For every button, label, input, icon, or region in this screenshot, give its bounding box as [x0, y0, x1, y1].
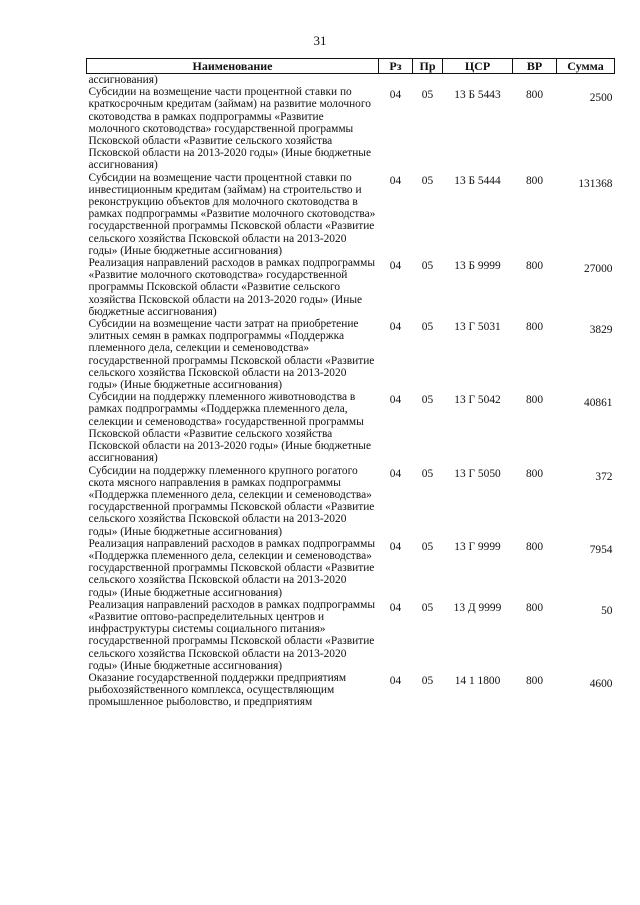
row-name: Реализация направлений расходов в рамках подпрограммы «Поддержка племенного дела, селекции и семеноводства» государственной программы Псковской области «Развитие сельского хозяйства Псковской области на 2013-2020 годы» (Иные бюджетные ассигнования): [88, 537, 375, 599]
row-sum: 7954: [589, 543, 613, 556]
row-pr: 05: [421, 260, 434, 273]
row-name: Реализация направлений расходов в рамках подпрограммы «Развитие молочного скотоводства» государственной программы Псковской области «Развитие сельского хозяйства Псковской области на 2013-2020 годы» (Иные бюджетные ассигнования): [88, 257, 375, 318]
row-sum: 131368: [578, 177, 613, 190]
row-csr: 13 Б 5443: [454, 89, 501, 102]
row-rz: 04: [389, 321, 402, 334]
row-rz: 04: [389, 394, 402, 407]
row-vr: [513, 74, 557, 87]
row-rz: 04: [389, 89, 402, 102]
row-rz: 04: [389, 467, 402, 480]
row-name: Субсидии на поддержку племенного животноводства в рамках подпрограммы «Поддержка племенного дела, селекции и семеноводства» государственной программы Псковской области «Развитие сельского хозяйства Псковской области на 2013-2020 годы» (Иные бюджетные ассигнования): [88, 391, 372, 465]
row-pr: [413, 74, 443, 87]
row-csr: 13 Г 5050: [454, 467, 501, 480]
table-row: [87, 86, 615, 171]
row-rz: 04: [389, 601, 402, 614]
row-name: ассигнования): [88, 74, 158, 86]
table-row: [87, 257, 615, 318]
row-csr: 13 Д 9999: [453, 601, 502, 614]
header-sum: Сумма: [557, 59, 615, 74]
budget-table: [86, 58, 615, 709]
row-vr: 800: [525, 89, 544, 102]
row-pr: 05: [421, 321, 434, 334]
row-rz: 04: [389, 540, 402, 553]
table-row: [87, 391, 615, 464]
row-name: Субсидии на поддержку племенного крупного рогатого скота мясного направления в рамках подпрограммы «Поддержка племенного дела, селекции и семеноводства» государственной программы Псковской области «Развитие сельского хозяйства Псковской области на 2013-2020 годы» (Иные бюджетные ассигнования): [88, 464, 375, 538]
row-csr: 13 Г 5031: [454, 321, 501, 334]
row-sum: [557, 74, 615, 87]
row-csr: 13 Г 5042: [454, 394, 501, 407]
row-pr: 05: [421, 394, 434, 407]
row-vr: 800: [525, 174, 544, 187]
table-row: [87, 74, 615, 87]
row-vr: 800: [525, 467, 544, 480]
row-vr: 800: [525, 674, 544, 687]
row-csr: [443, 74, 513, 87]
table-row: [87, 465, 615, 538]
row-sum: 2500: [589, 92, 613, 105]
row-vr: 800: [525, 260, 544, 273]
row-sum: 4600: [589, 677, 613, 690]
table-header-row: [87, 59, 615, 74]
row-rz: 04: [389, 260, 402, 273]
table-row: [87, 599, 615, 672]
table-row: [87, 172, 615, 257]
row-sum: 27000: [584, 263, 613, 276]
table-row: [87, 318, 615, 391]
header-pr: Пр: [413, 59, 443, 74]
row-sum: 3829: [589, 324, 613, 337]
row-name: Субсидии на возмещение части процентной ставки по инвестиционным кредитам (займам) на строительство и реконструкцию объектов для молочного скотоводства в рамках подпрограммы «Развитие молочного скотоводства» государственной программы Псковской области «Развитие сельского хозяйства Псковской области на 2013-2020 годы» (Иные бюджетные ассигнования): [88, 171, 376, 257]
table-row: [87, 538, 615, 599]
row-pr: 05: [421, 174, 434, 187]
row-sum: 50: [601, 604, 613, 617]
header-csr: ЦСР: [443, 59, 513, 74]
row-csr: 13 Б 5444: [454, 174, 501, 187]
row-rz: 04: [389, 674, 402, 687]
row-vr: 800: [525, 540, 544, 553]
row-vr: 800: [525, 601, 544, 614]
row-sum: 372: [595, 470, 613, 483]
page-number: 31: [313, 33, 327, 48]
header-name: Наименование: [87, 59, 379, 74]
header-rz: Рз: [379, 59, 413, 74]
row-csr: 14 1 1800: [454, 674, 501, 687]
row-vr: 800: [525, 394, 544, 407]
row-pr: 05: [421, 601, 434, 614]
row-pr: 05: [421, 89, 434, 102]
row-name: Оказание государственной поддержки предприятиям рыбохозяйственного комплекса, осуществляющим промышленное рыболовство, и предприятиям: [88, 671, 347, 709]
row-vr: 800: [525, 321, 544, 334]
row-sum: 40861: [584, 397, 613, 410]
row-rz: 04: [389, 174, 402, 187]
table-row: [87, 672, 615, 709]
header-vr: ВР: [513, 59, 557, 74]
row-name: Реализация направлений расходов в рамках подпрограммы «Развитие оптово-распределительных центров и инфраструктуры системы социального питания» государственной программы Псковской области «Развитие сельского хозяйства Псковской области на 2013-2020 годы» (Иные бюджетные ассигнования): [88, 598, 375, 672]
row-pr: 05: [421, 540, 434, 553]
row-csr: 13 Г 9999: [454, 540, 501, 553]
row-pr: 05: [421, 467, 434, 480]
row-pr: 05: [421, 674, 434, 687]
row-name: Субсидии на возмещение части затрат на приобретение элитных семян в рамках подпрограммы «Поддержка племенного дела, селекции и семеноводства» государственной программы Псковской области «Развитие сельского хозяйства Псковской области на 2013-2020 годы» (Иные бюджетные ассигнования): [88, 318, 375, 392]
row-rz: [379, 74, 413, 87]
row-csr: 13 Б 9999: [454, 260, 501, 273]
row-name: Субсидии на возмещение части процентной ставки по краткосрочным кредитам (займам) на развитие молочного скотоводства в рамках подпрограммы «Развитие молочного скотоводства» государственной программы Псковской области «Развитие сельского хозяйства Псковской области на 2013-2020 годы» (Иные бюджетные ассигнования): [88, 86, 372, 172]
